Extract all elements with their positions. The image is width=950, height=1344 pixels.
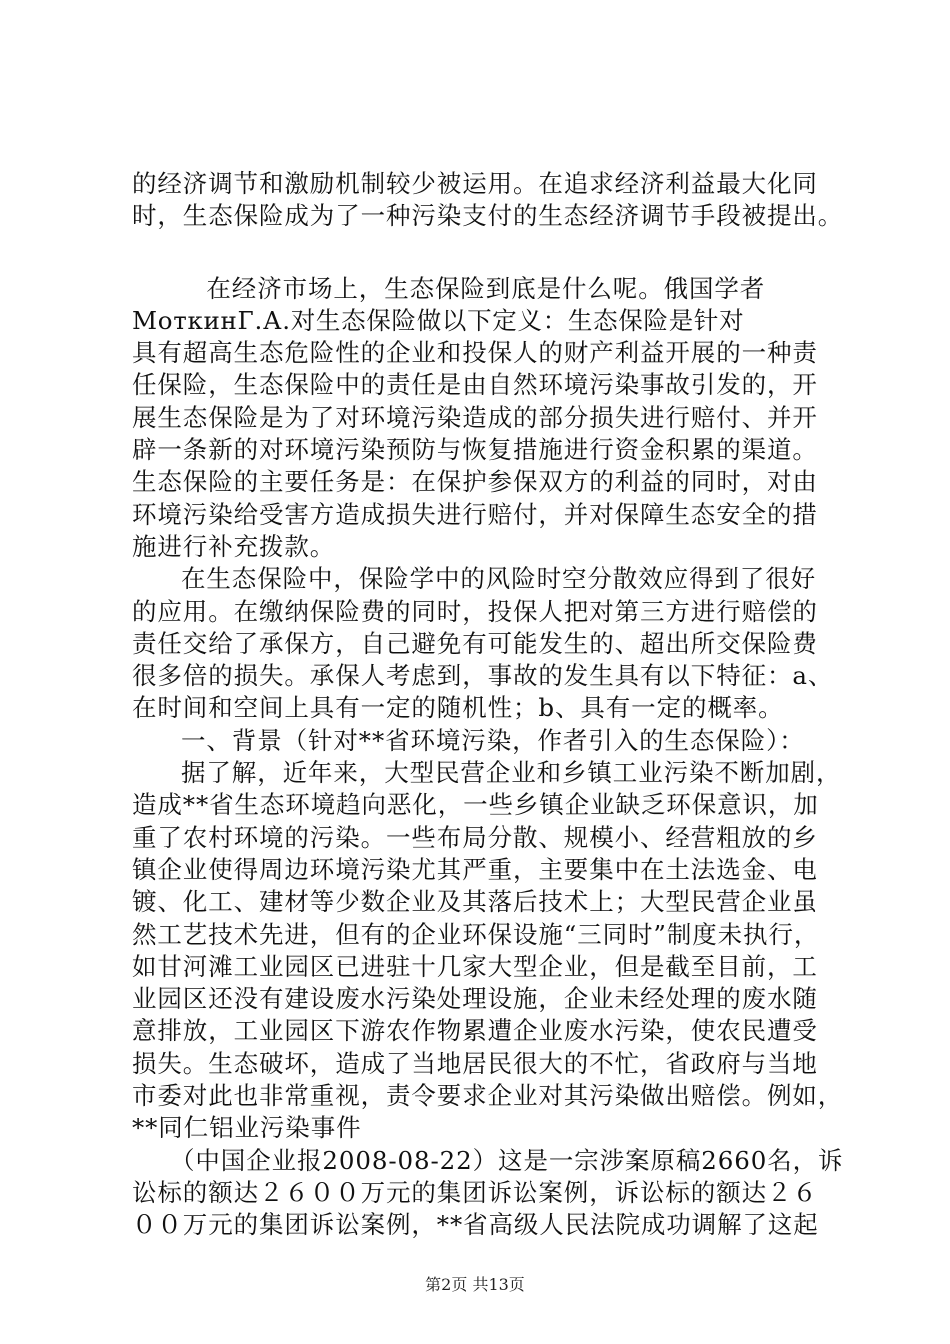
text-line: 然工艺技术先进，但有的企业环保设施“三同时”制度未执行， bbox=[132, 919, 820, 949]
text-line: ００万元的集团诉讼案例，**省高级人民法院成功调解了这起 bbox=[132, 1210, 819, 1240]
text-line: 生态保险的主要任务是：在保护参保双方的利益的同时，对由 bbox=[132, 467, 818, 497]
text-line: 在生态保险中，保险学中的风险时空分散效应得到了很好 bbox=[181, 564, 816, 594]
text-line: 损失。生态破坏，造成了当地居民很大的不忙，省政府与当地 bbox=[132, 1048, 818, 1078]
text-line: 业园区还没有建设废水污染处理设施，企业未经处理的废水随 bbox=[132, 984, 818, 1014]
text-line: 的应用。在缴纳保险费的同时，投保人把对第三方进行赔偿的 bbox=[132, 596, 818, 626]
text-line: 时，生态保险成为了一种污染支付的生态经济调节手段被提出。 bbox=[132, 201, 844, 231]
text-line: 据了解，近年来，大型民营企业和乡镇工业污染不断加剧， bbox=[181, 758, 842, 788]
document-body bbox=[132, 168, 844, 1242]
text-line: 在经济市场上，生态保险到底是什么呢。俄国学者 bbox=[181, 273, 766, 303]
text-line: **同仁铝业污染事件 bbox=[132, 1113, 362, 1143]
text-line: 造成**省生态环境趋向恶化，一些乡镇企业缺乏环保意识，加 bbox=[132, 790, 819, 820]
text-line: 如甘河滩工业园区已进驻十几家大型企业，但是截至目前，工 bbox=[132, 951, 818, 981]
text-line: 任保险，生态保险中的责任是由自然环境污染事故引发的，开 bbox=[132, 370, 818, 400]
page-number-footer: 第2页 共13页 bbox=[425, 1275, 525, 1294]
text-line: 重了农村环境的污染。一些布局分散、规模小、经营粗放的乡 bbox=[132, 822, 818, 852]
text-line: 讼标的额达２６００万元的集团诉讼案例，诉讼标的额达２６ bbox=[132, 1177, 818, 1207]
text-line: 环境污染给受害方造成损失进行赔付，并对保障生态安全的措 bbox=[132, 499, 818, 529]
text-line: 施进行补充拨款。 bbox=[132, 531, 336, 561]
text-line: 的经济调节和激励机制较少被运用。在追求经济利益最大化同 bbox=[132, 169, 818, 198]
text-line: 具有超高生态危险性的企业和投保人的财产利益开展的一种责 bbox=[132, 338, 818, 368]
text-line: 意排放，工业园区下游农作物累遭企业废水污染，使农民遭受 bbox=[132, 1016, 818, 1046]
text-line: 在时间和空间上具有一定的随机性；b、具有一定的概率。 bbox=[132, 693, 784, 723]
text-line: 很多倍的损失。承保人考虑到，事故的发生具有以下特征：a、 bbox=[132, 661, 834, 691]
text-line: （中国企业报2008-08-22）这是一宗涉案原稿2660名，诉 bbox=[170, 1145, 844, 1175]
paragraph-gap bbox=[132, 233, 832, 273]
text-line: 责任交给了承保方，自己避免有可能发生的、超出所交保险费 bbox=[132, 628, 818, 658]
text-line: 展生态保险是为了对环境污染造成的部分损失进行赔付、并开 bbox=[132, 402, 818, 432]
text-line: 镇企业使得周边环境污染尤其严重，主要集中在土法选金、电 bbox=[132, 854, 818, 884]
text-line: 市委对此也非常重视，责令要求企业对其污染做出赔偿。例如， bbox=[132, 1081, 844, 1111]
text-line: МоткинГ.А.对生态保险做以下定义：生态保险是针对 bbox=[132, 305, 745, 335]
section-heading: 一、背景（针对**省环境污染，作者引入的生态保险）： bbox=[181, 725, 805, 755]
text-line: 镀、化工、建材等少数企业及其落后技术上；大型民营企业虽 bbox=[132, 887, 818, 917]
text-line: 辟一条新的对环境污染预防与恢复措施进行资金积累的渠道。 bbox=[132, 435, 818, 465]
